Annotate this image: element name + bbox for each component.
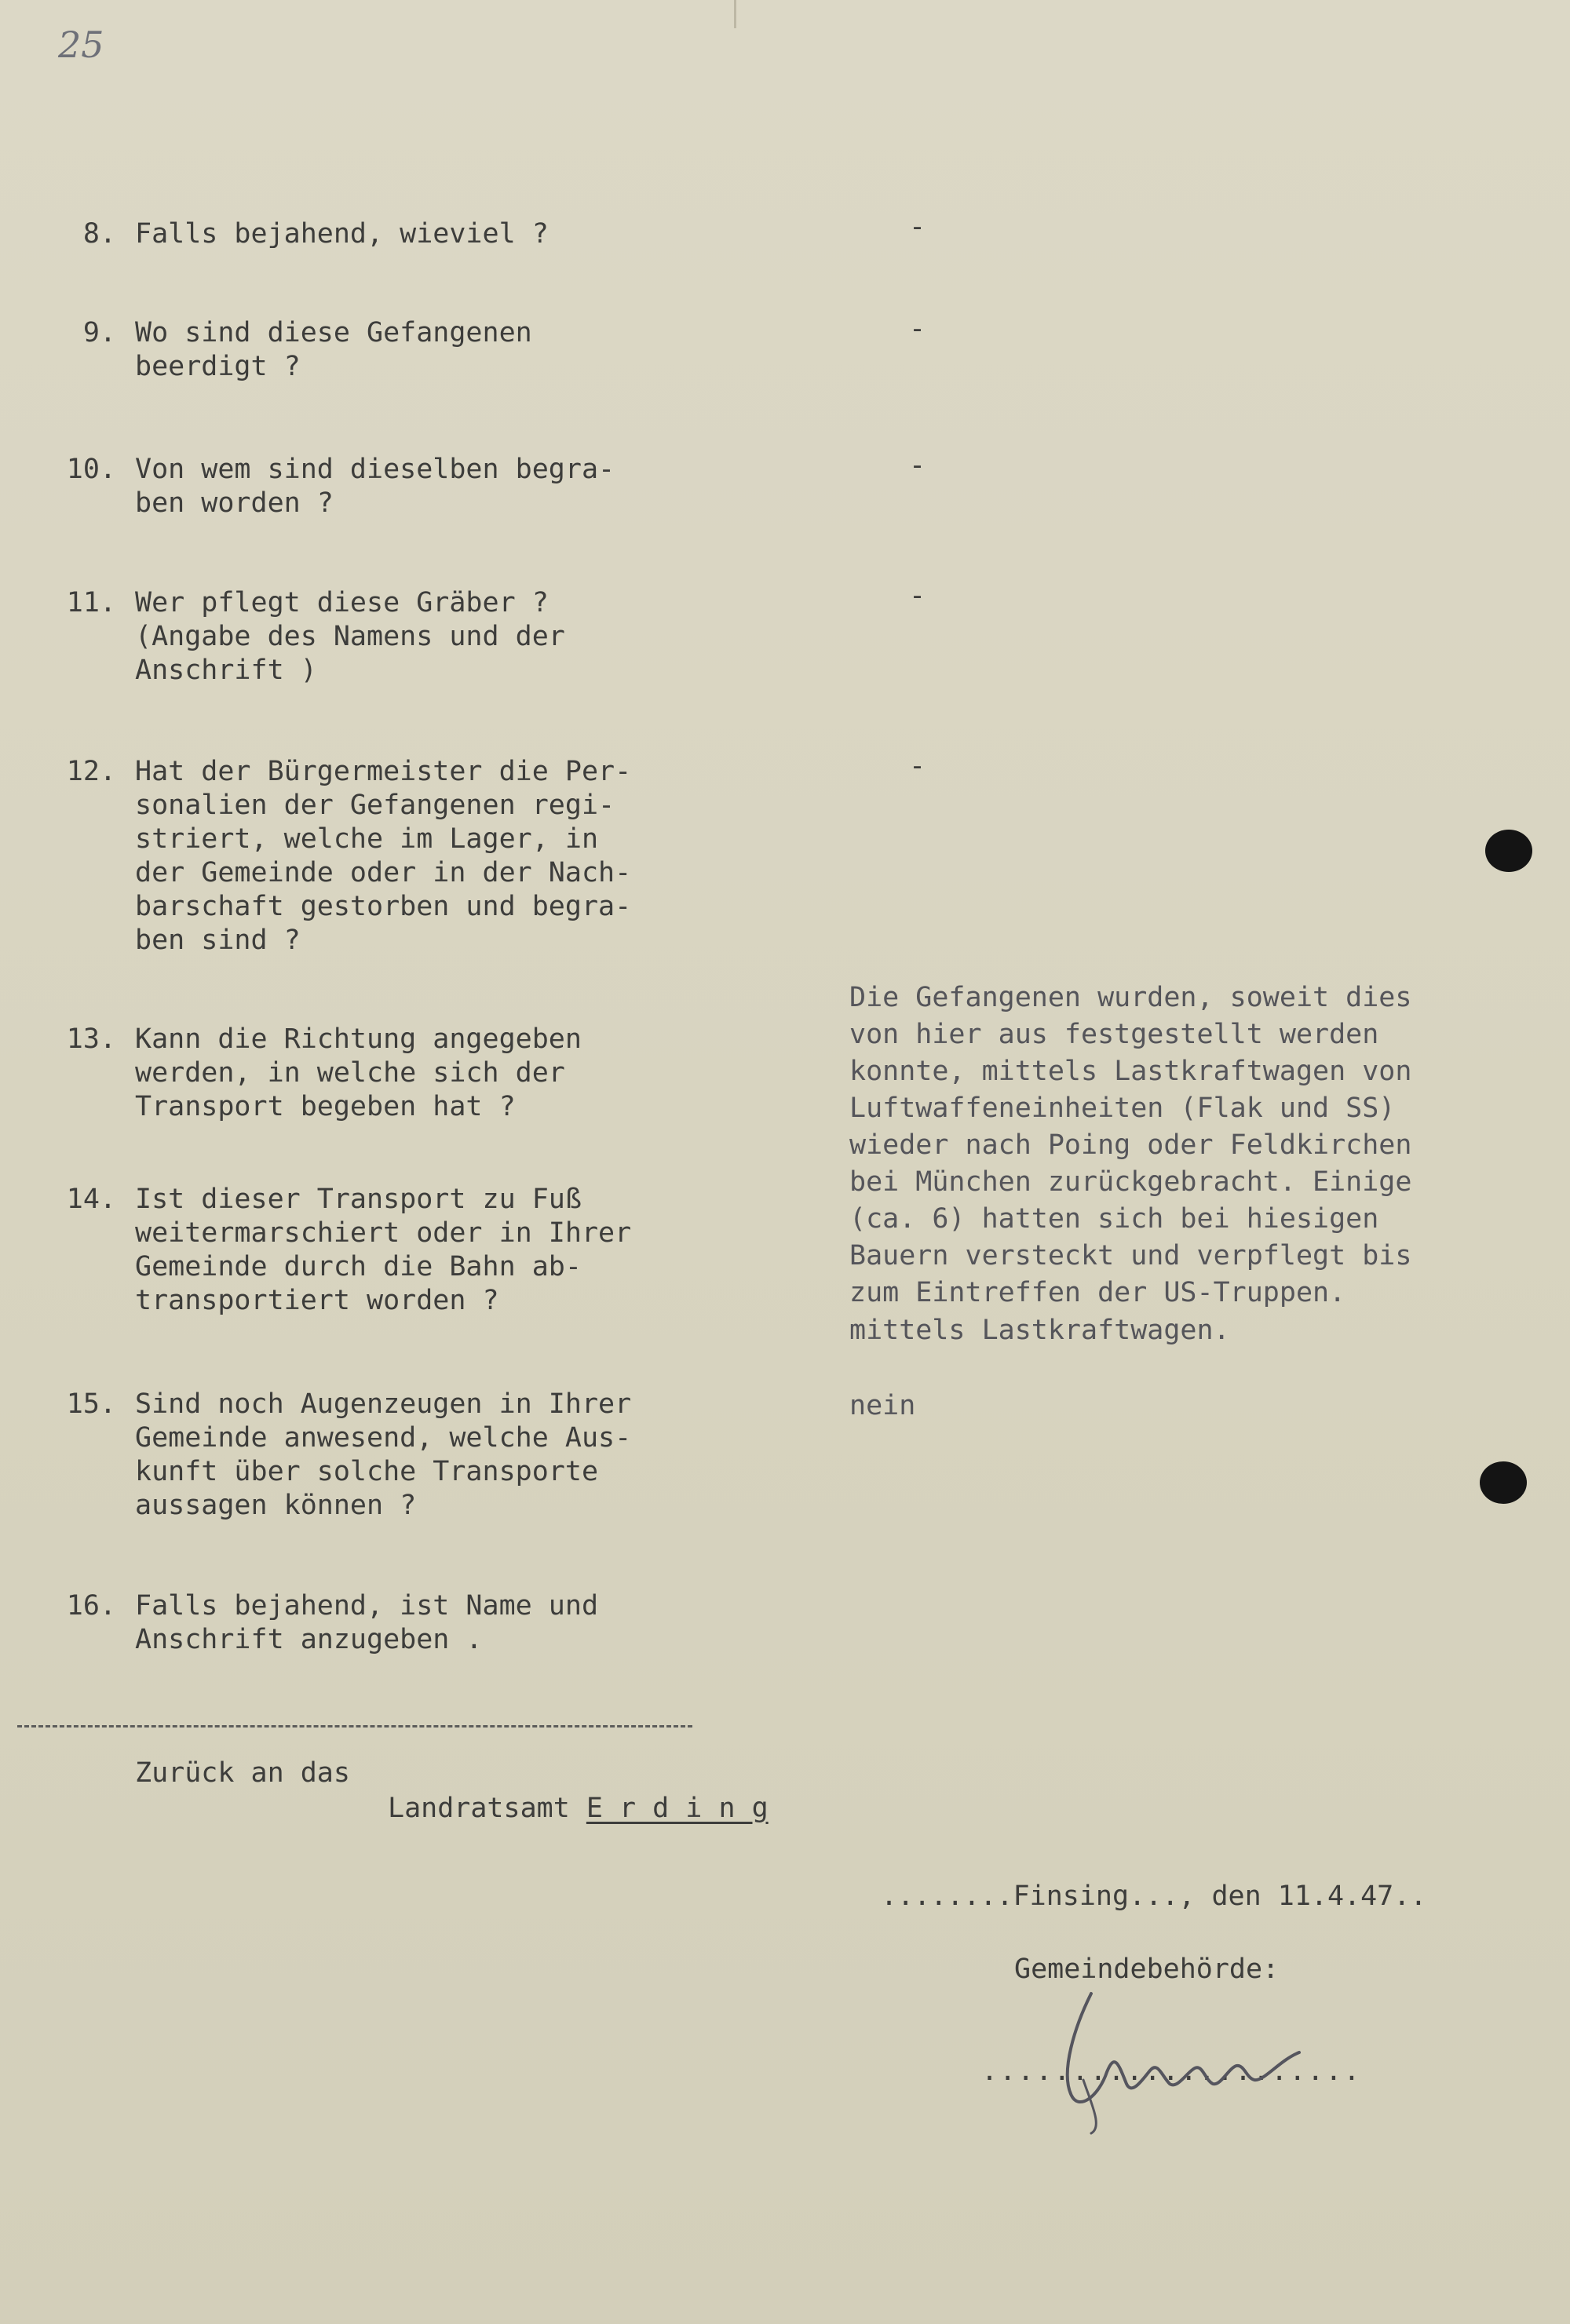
question-answer: - [909,313,926,345]
question-number: 9. [82,317,116,348]
return-to-prefix: Landratsamt [388,1793,586,1824]
question-number: 8. [82,218,116,250]
question-answer: Die Gefangenen wurden, soweit dies von hier aus festgestellt werden konnte, mittels Lastkraftwagen von Luftwaffeneinheiten (Flak und SS) wieder nach Poing oder Feldkirchen bei München zurückgebracht. Einige (ca. 6) hatten sich bei hiesigen Bauern versteckt und verpflegt bis zum Eintreffen der US-Truppen. [849,982,1412,1308]
question-text: Wer pflegt diese Gräber ? (Angabe des Namens und der Anschrift ) [135,587,565,686]
fold-mark [734,0,736,28]
question-text: Hat der Bürgermeister die Per- sonalien der Gefangenen regi- striert, welche im Lager, in der Gemeinde oder in der Nach- barschaft gestorben und begra- ben sind ? [135,756,632,956]
question-answer: - [909,450,926,481]
question-number: 14. [66,1184,116,1215]
question-text: Wo sind diese Gefangenen beerdigt ? [135,317,532,382]
place: Finsing [1013,1881,1130,1912]
return-to-office: E r d i n g [586,1793,769,1824]
question-number: 12. [66,756,116,787]
date: 11.4.47 [1277,1881,1394,1912]
question-text: Ist dieser Transport zu Fuß weitermarschiert oder in Ihrer Gemeinde durch die Bahn ab- transportiert worden ? [135,1184,632,1316]
question-number: 11. [66,587,116,618]
question-text: Von wem sind dieselben begra- ben worden ? [135,454,615,519]
trailing-dots: .. [1393,1881,1427,1912]
question-text: Falls bejahend, ist Name und Anschrift anzugeben . [135,1590,599,1655]
place-and-date [881,1880,1426,1914]
question-number: 13. [66,1023,116,1055]
question-answer: nein [849,1390,916,1421]
question-text: Sind noch Augenzeugen in Ihrer Gemeinde anwesend, welche Aus- kunft über solche Transporte aussagen können ? [135,1388,632,1521]
authority-label: Gemeindebehörde: [1014,1954,1280,1985]
question-answer: mittels Lastkraftwagen. [849,1315,1230,1346]
question-answer: - [909,750,926,782]
question-number: 16. [66,1590,116,1622]
question-answer: - [909,580,926,611]
question-text: Falls bejahend, wieviel ? [135,218,549,250]
punch-hole-icon [1485,830,1532,872]
question-text: Kann die Richtung angegeben werden, in welche sich der Transport begeben hat ? [135,1023,582,1122]
signature-icon [1044,1978,1327,2135]
signature-line: ..................... [981,2056,1362,2087]
date-separator: ..., den [1129,1881,1278,1912]
return-to-address [388,1792,769,1826]
return-to-label: Zurück an das [135,1757,350,1789]
section-divider [17,1725,692,1727]
page-number: 25 [58,24,104,66]
question-number: 10. [66,454,116,485]
question-answer: - [909,211,926,243]
punch-hole-icon [1480,1461,1527,1504]
question-number: 15. [66,1388,116,1420]
leading-dots: ........ [881,1881,1013,1912]
